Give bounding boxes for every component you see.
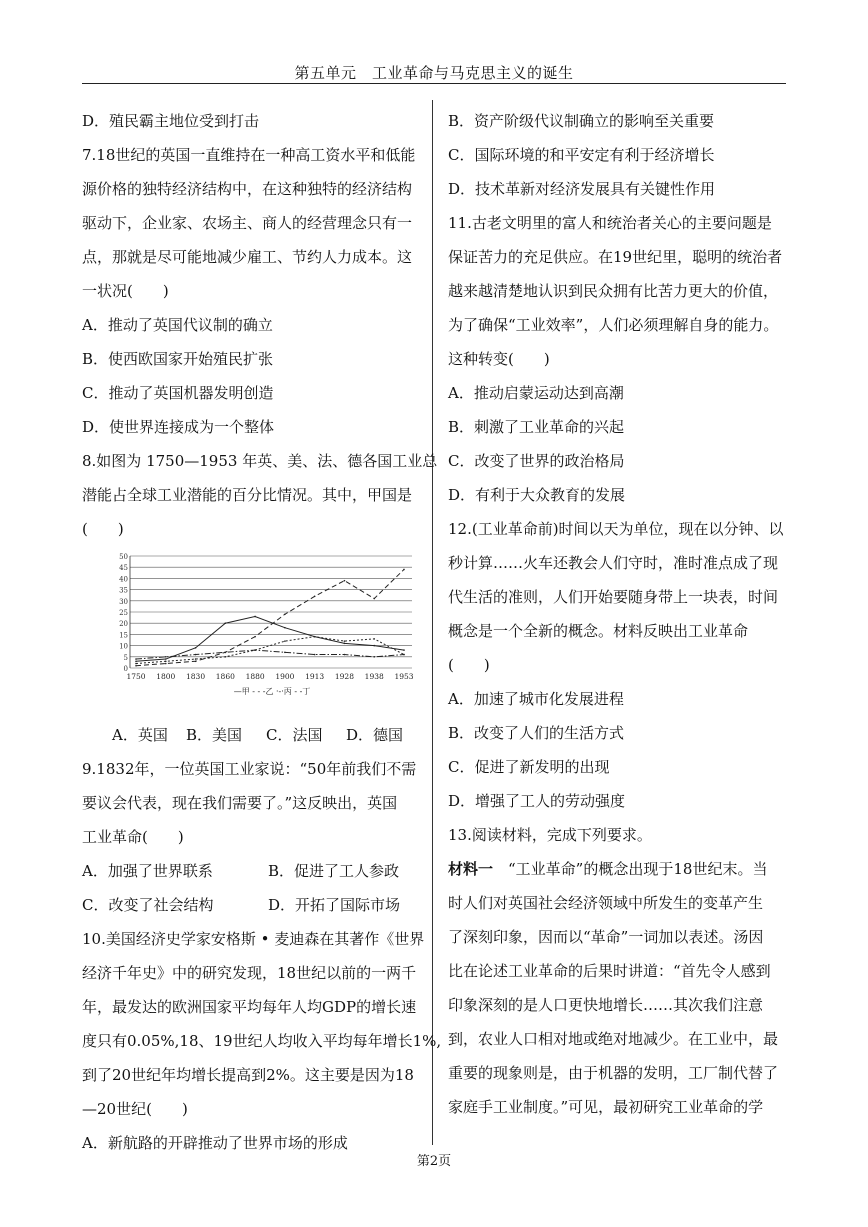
question-7 [82, 138, 420, 444]
series-line-乙 [136, 569, 404, 665]
column-divider [432, 100, 433, 1145]
y-tick-label: 50 [119, 553, 128, 561]
y-tick-label: 25 [119, 609, 128, 617]
data-point-丁 [403, 654, 405, 656]
data-point-丁 [135, 663, 137, 665]
data-point-丁 [284, 640, 286, 642]
q13-material-line [448, 852, 786, 886]
y-tick-label: 30 [119, 597, 128, 606]
q11-line: 为了确保“工业效率”，人们必须理解自身的能力。 [448, 316, 779, 334]
data-point-甲 [373, 645, 375, 647]
q9-options-row [82, 888, 420, 922]
data-point-丁 [314, 636, 316, 638]
q8-line: ( ) [82, 520, 124, 538]
x-tick-label: 1860 [215, 672, 235, 681]
data-point-丙 [373, 656, 375, 658]
line-chart-svg [112, 550, 422, 714]
q10-line: 10.美国经济史学家安格斯 • 麦迪森在其著作《世界 [82, 930, 425, 948]
y-tick-label: 10 [119, 642, 128, 651]
q12-option-a: A．加速了城市化发展进程 [448, 690, 624, 708]
data-point-乙 [135, 665, 137, 667]
y-tick-label: 35 [119, 586, 128, 595]
q9-line: 9.1832年，一位英国工业家说：“50年前我们不需 [82, 760, 417, 778]
data-point-甲 [225, 622, 227, 624]
q13-line: 印象深刻的是人口更快地增长……其次我们注意 [448, 996, 764, 1014]
q12-line: 概念是一个全新的概念。材料反映出工业革命 [448, 622, 749, 640]
question-11 [448, 206, 786, 512]
question-10 [82, 922, 442, 1160]
q9-line: 要议会代表，现在我们需要了。”这反映出，英国 [82, 794, 398, 812]
header-rule [82, 83, 786, 84]
q11-line: 保证苦力的充足供应。在19世纪里，聪明的统治者 [448, 248, 783, 266]
question-9 [82, 752, 420, 922]
q13-intro: 13.阅读材料，完成下列要求。 [448, 826, 652, 844]
q8-options [82, 718, 420, 752]
question-13 [448, 818, 786, 1124]
q13-line: 比在论述工业革命的后果时讲道：“首先令人感到 [448, 962, 771, 980]
q9-option-b: B．促进了工人参政 [268, 862, 400, 880]
y-tick-label: 40 [119, 575, 128, 584]
right-column [448, 104, 786, 1124]
x-tick-label: 1880 [245, 672, 265, 681]
data-point-丁 [195, 658, 197, 660]
series-line-丁 [136, 637, 404, 664]
page-header: 第五单元 工业革命与马克思主义的诞生 [294, 64, 574, 82]
q9-line: 工业革命( ) [82, 828, 184, 846]
q12-line: 12.(工业革命前)时间以天为单位，现在以分钟、以 [448, 520, 784, 538]
q7-line: 7.18世纪的英国一直维持在一种高工资水平和低能 [82, 146, 416, 164]
q12-option-d: D．增强了工人的劳动强度 [448, 792, 626, 810]
q10-line: 年，最发达的欧洲国家平均每年人均GDP的增长速 [82, 998, 417, 1016]
data-point-甲 [403, 649, 405, 651]
q12-line: ( ) [448, 656, 490, 674]
q9-options-row [82, 854, 420, 888]
data-point-乙 [195, 660, 197, 662]
q7-line: 驱动下，企业家、农场主、商人的经营理念只有一 [82, 214, 413, 232]
q13-line: 到，农业人口相对地或绝对地减少。在工业中，最 [448, 1030, 779, 1048]
q11-option-d: D．有利于大众教育的发展 [448, 486, 626, 504]
q11-option-a: A．推动启蒙运动达到高潮 [448, 384, 624, 402]
x-tick-label: 1913 [305, 672, 325, 681]
q10-line: 度只有0.05%,18、19世纪人均收入平均每年增长1%, [82, 1032, 442, 1050]
data-point-丙 [284, 652, 286, 654]
question-12 [448, 512, 786, 818]
data-point-丙 [314, 654, 316, 656]
x-tick-label: 1938 [364, 672, 384, 681]
q7-line: 一状况( ) [82, 282, 169, 300]
data-point-甲 [284, 627, 286, 629]
data-point-丙 [344, 654, 346, 656]
q7-option-a: A．推动了英国代议制的确立 [82, 316, 273, 334]
q10-option-c: C．国际环境的和平安定有利于经济增长 [448, 146, 715, 164]
data-point-丁 [344, 640, 346, 642]
q11-line: 越来越清楚地认识到民众拥有比苦力更大的价值， [448, 282, 779, 300]
q10-option-a: A．新航路的开辟推动了世界市场的形成 [82, 1134, 348, 1152]
chart-legend: —甲 - - -乙 ·-·丙 - -丁 [233, 687, 311, 696]
x-tick-label: 1800 [156, 672, 176, 681]
data-point-乙 [373, 598, 375, 600]
q10-line: 经济千年史》中的研究发现，18世纪以前的一两千 [82, 964, 417, 982]
data-point-丙 [135, 658, 137, 660]
y-tick-label: 45 [119, 564, 128, 573]
q7-option-d: D．使世界连接成为一个整体 [82, 418, 275, 436]
data-point-乙 [284, 613, 286, 615]
data-point-乙 [314, 596, 316, 598]
industry-potential-chart [82, 546, 420, 718]
q11-line: 这种转变( ) [448, 350, 550, 368]
q13-line: 家庭手工业制度。”可见，最初研究工业革命的学 [448, 1098, 764, 1116]
data-point-甲 [254, 616, 256, 618]
x-tick-label: 1928 [334, 672, 354, 681]
left-column [82, 104, 442, 1160]
q12-option-b: B．改变了人们的生活方式 [448, 724, 625, 742]
data-point-丙 [225, 652, 227, 654]
data-point-甲 [165, 658, 167, 660]
q9-option-c: C．改变了社会结构 [82, 896, 214, 914]
q10-line: 到了20世纪年均增长提高到2%。这主要是因为18 [82, 1066, 414, 1084]
x-tick-label: 1750 [126, 672, 146, 681]
x-tick-label: 1900 [275, 672, 295, 681]
q8-option-a: A．英国 [112, 726, 168, 744]
q10-line: —20世纪( ) [82, 1100, 188, 1118]
q7-line: 点，那就是尽可能地减少雇工、节约人力成本。这 [82, 248, 413, 266]
q8-line: 8.如图为 1750—1953 年英、美、法、德各国工业总 [82, 452, 438, 470]
q8-option-c: C．法国 [266, 726, 323, 744]
q13-line: 时人们对英国社会经济领域中所发生的变革产生 [448, 894, 764, 912]
q10-option-b: B．资产阶级代议制确立的影响至关重要 [448, 112, 715, 130]
q8-line: 潜能占全球工业潜能的百分比情况。其中，甲国是 [82, 486, 413, 504]
material-label: 材料一 [448, 860, 494, 878]
y-tick-label: 20 [119, 620, 128, 629]
q13-text: “工业革命”的概念出现于18世纪末。当 [493, 860, 768, 878]
q13-line: 重要的现象则是，由于机器的发明，工厂制代替了 [448, 1064, 779, 1082]
y-tick-label: 0 [123, 665, 128, 673]
question-8 [82, 444, 438, 752]
q11-line: 11.古老文明里的富人和统治者关心的主要问题是 [448, 214, 772, 232]
data-point-甲 [195, 647, 197, 649]
data-point-甲 [135, 660, 137, 662]
x-tick-label: 1953 [394, 672, 414, 681]
q8-option-b: B．美国 [186, 726, 243, 744]
data-point-乙 [254, 636, 256, 638]
q11-option-c: C．改变了世界的政治格局 [448, 452, 625, 470]
y-tick-label: 15 [119, 631, 128, 640]
data-point-丁 [254, 649, 256, 651]
q11-option-b: B．刺激了工业革命的兴起 [448, 418, 625, 436]
data-point-丙 [195, 654, 197, 656]
page-number: 第2页 [416, 1154, 452, 1169]
x-tick-label: 1830 [186, 672, 206, 681]
q13-line: 了深刻印象，因而以“革命”一词加以表述。汤因 [448, 928, 764, 946]
q7-line: 源价格的独特经济结构中，在这种独特的经济结构 [82, 180, 413, 198]
data-point-甲 [344, 643, 346, 645]
data-point-丁 [373, 638, 375, 640]
data-point-乙 [344, 580, 346, 582]
q12-line: 秒计算……火车还教会人们守时，准时准点成了现 [448, 554, 779, 572]
data-point-乙 [165, 663, 167, 665]
q12-line: 代生活的准则，人们开始要随身带上一块表，时间 [448, 588, 779, 606]
data-point-乙 [403, 569, 405, 571]
q7-option-b: B．使西欧国家开始殖民扩张 [82, 350, 274, 368]
q8-option-d: D．德国 [346, 726, 404, 744]
data-point-丁 [165, 660, 167, 662]
q10-option-d: D．技术革新对经济发展具有关键性作用 [448, 180, 716, 198]
q7-option-c: C．推动了英国机器发明创造 [82, 384, 274, 402]
series-line-丙 [136, 650, 404, 659]
q12-option-c: C．促进了新发明的出现 [448, 758, 610, 776]
data-point-丁 [225, 656, 227, 658]
q9-option-a: A．加强了世界联系 [82, 862, 213, 880]
data-point-丙 [165, 656, 167, 658]
q9-option-d: D．开拓了国际市场 [268, 896, 401, 914]
y-tick-label: 5 [123, 653, 128, 662]
q6-option-d: D．殖民霸主地位受到打击 [82, 112, 260, 130]
